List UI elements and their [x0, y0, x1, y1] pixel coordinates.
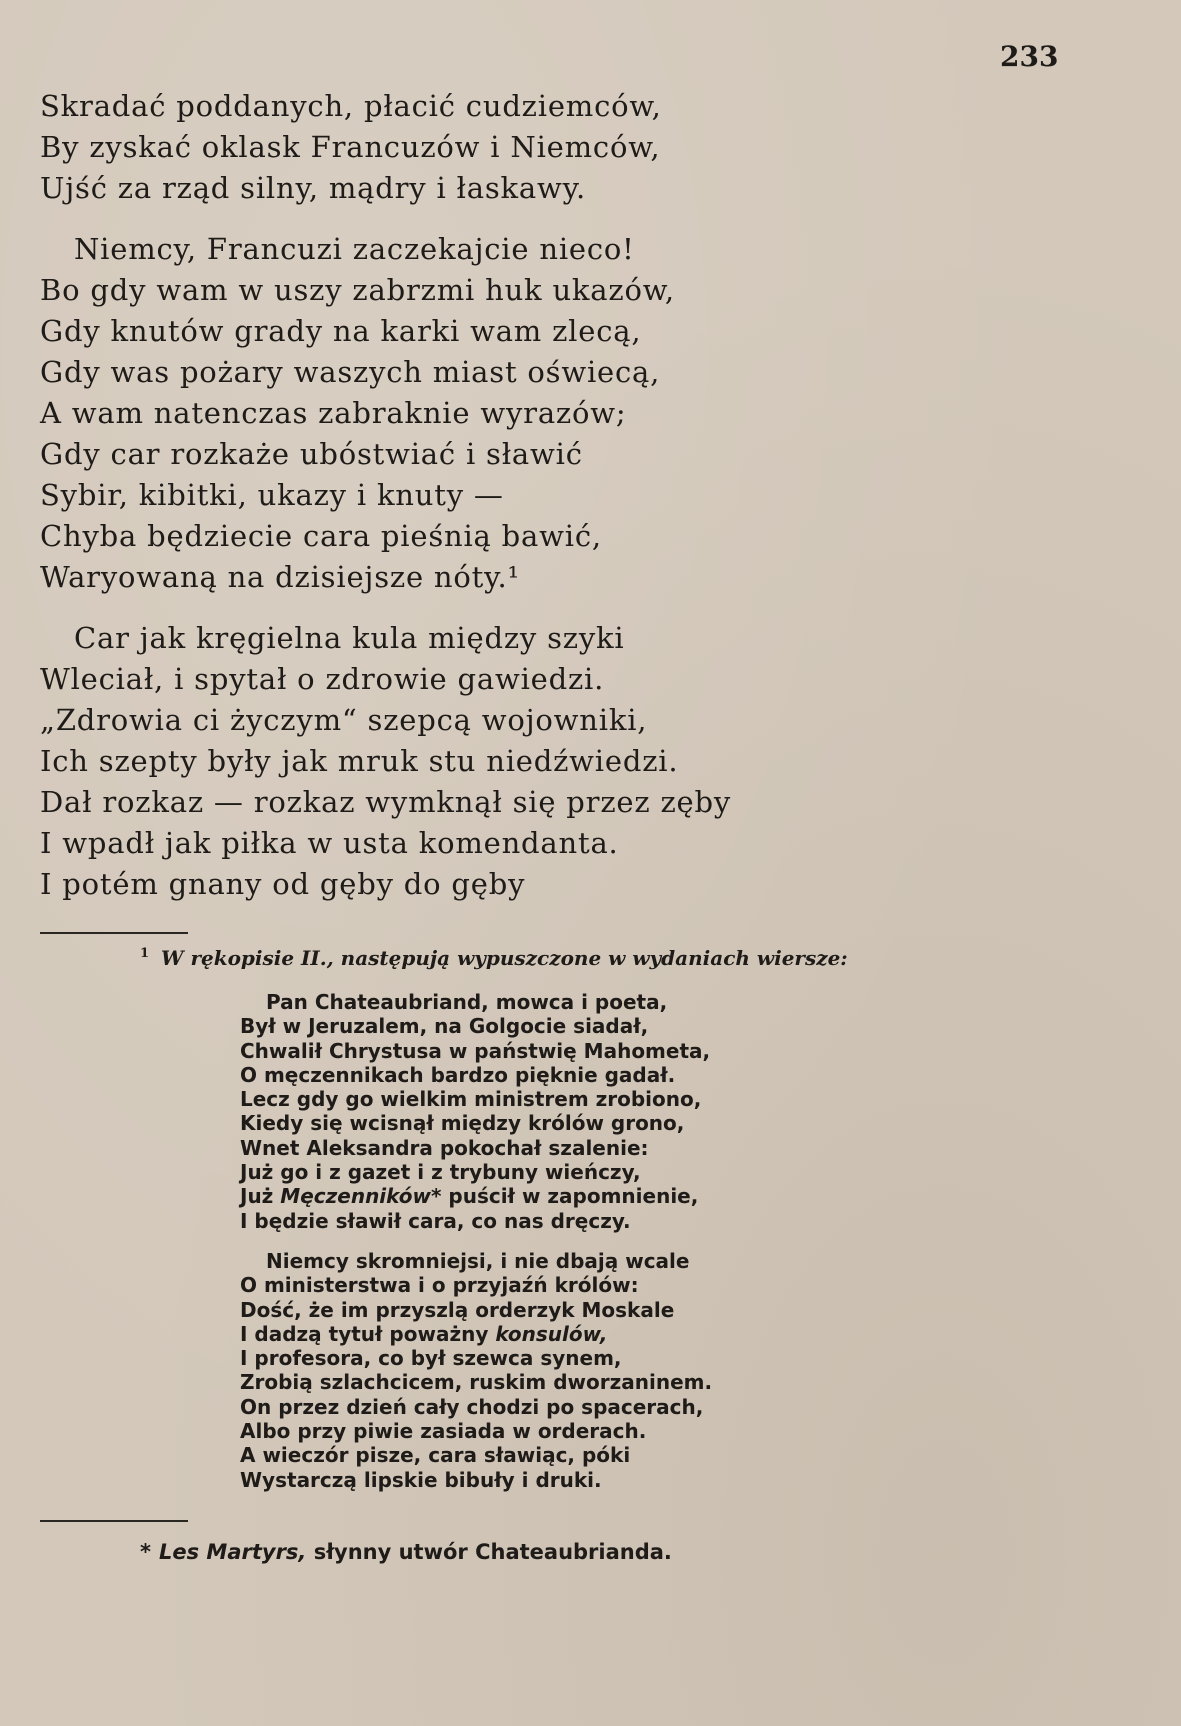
footnote-line: On przez dzień cały chodzi po spacerach,	[240, 1394, 704, 1419]
footnote-line-end: * puścił w zapomnienie,	[430, 1184, 699, 1209]
stanza-1	[40, 86, 940, 209]
verse-line: Wleciał, i spytał o zdrowie gawiedzi.	[40, 662, 605, 696]
asterisk-marker: *	[140, 1540, 151, 1564]
verse-line: Niemcy, Francuzi zaczekajcie nieco!	[74, 232, 635, 266]
footnote-line: I profesora, co był szewca synem,	[240, 1346, 622, 1371]
sub-footnote	[140, 1540, 672, 1564]
footnote-line-start: I dadzą tytuł poważny	[240, 1321, 496, 1346]
footnote-line: Już go i z gazet i z trybuny wieńczy,	[240, 1160, 641, 1185]
stanza-2	[40, 229, 940, 598]
footnote-line: Lecz gdy go wielkim ministrem zrobiono,	[240, 1087, 702, 1112]
sub-footnote-divider	[40, 1520, 188, 1522]
page-number: 233	[1000, 40, 1059, 73]
verse-line: Gdy knutów grady na karki wam zlecą,	[40, 314, 642, 348]
verse-line: Skradać poddanych, płacić cudziemców,	[40, 89, 662, 123]
stanza-3	[40, 618, 940, 905]
footnote-line	[240, 1184, 960, 1208]
verse-line: Waryowaną na dzisiejsze nóty.¹	[40, 560, 520, 594]
footnote-line-start: Już	[240, 1184, 281, 1209]
verse-line: „Zdrowia ci życzym“ szepcą wojowniki,	[40, 703, 648, 737]
footnote-line: I będzie sławił cara, co nas dręczy.	[240, 1208, 631, 1233]
verse-line: I wpadł jak piłka w usta komendanta.	[40, 826, 619, 860]
footnote-line: Chwalił Chrystusa w państwię Mahometa,	[240, 1038, 711, 1063]
footnote-divider	[40, 932, 188, 934]
verse-line: Bo gdy wam w uszy zabrzmi huk ukazów,	[40, 273, 675, 307]
footnote-line: Zrobią szlachcicem, ruskim dworzaninem.	[240, 1370, 713, 1395]
footnote-line: O ministerstwa i o przyjaźń królów:	[240, 1273, 639, 1298]
footnote-line: Niemcy skromniejsi, i nie dbają wcale	[266, 1248, 690, 1273]
footnote-line: Wystarczą lipskie bibuły i druki.	[240, 1467, 602, 1492]
verse-line: Car jak kręgielna kula między szyki	[74, 621, 625, 655]
footnote-heading	[140, 946, 848, 970]
footnote-line: Kiedy się wcisnął między królów grono,	[240, 1111, 685, 1136]
footnote-heading-text: W rękopisie II., następują wypuszczone w wydaniach wiersze:	[161, 946, 848, 970]
verse-line: A wam natenczas zabraknie wyrazów;	[40, 396, 627, 430]
sub-footnote-title: Les Martyrs,	[158, 1540, 307, 1564]
footnote-line: A wieczór pisze, cara sławiąc, póki	[240, 1443, 631, 1468]
footnote-line: Wnet Aleksandra pokochał szalenie:	[240, 1135, 649, 1160]
footnote-line: Był w Jeruzalem, na Golgocie siadał,	[240, 1014, 649, 1039]
footnote-line-title: Męczenników	[280, 1184, 431, 1209]
verse-line: Gdy was pożary waszych miast oświecą,	[40, 355, 661, 389]
footnote-line: Albo przy piwie zasiada w orderach.	[240, 1419, 647, 1444]
verse-line: Sybir, kibitki, ukazy i knuty —	[40, 478, 504, 512]
footnote-marker: 1	[140, 946, 150, 962]
verse-line: Ich szepty były jak mruk stu niedźwiedzi.	[40, 744, 679, 778]
verse-line: I potém gnany od gęby do gęby	[40, 867, 526, 901]
verse-line: Gdy car rozkaże ubóstwiać i sławić	[40, 437, 583, 471]
footnote-poem	[240, 990, 960, 1508]
footnote-line: O męczennikach bardzo pięknie gadał.	[240, 1062, 676, 1087]
footnote-stanza-2	[240, 1249, 960, 1492]
verse-line: Chyba będziecie cara pieśnią bawić,	[40, 519, 602, 553]
verse-line: Ujść za rząd silny, mądry i łaskawy.	[40, 171, 586, 205]
footnote-line: Pan Chateaubriand, mowca i poeta,	[266, 990, 668, 1014]
verse-line: Dał rozkaz — rozkaz wymknął się przez zęby	[40, 785, 732, 819]
footnote-line: Dość, że im przyszlą orderzyk Moskale	[240, 1297, 675, 1322]
sub-footnote-text: słynny utwór Chateaubrianda.	[306, 1540, 672, 1564]
poem-body	[40, 86, 940, 925]
footnote-line-emphasis: konsulów,	[495, 1321, 608, 1346]
verse-line: By zyskać oklask Francuzów i Niemców,	[40, 130, 661, 164]
footnote-line	[240, 1322, 960, 1346]
footnote-stanza-1	[240, 990, 960, 1233]
